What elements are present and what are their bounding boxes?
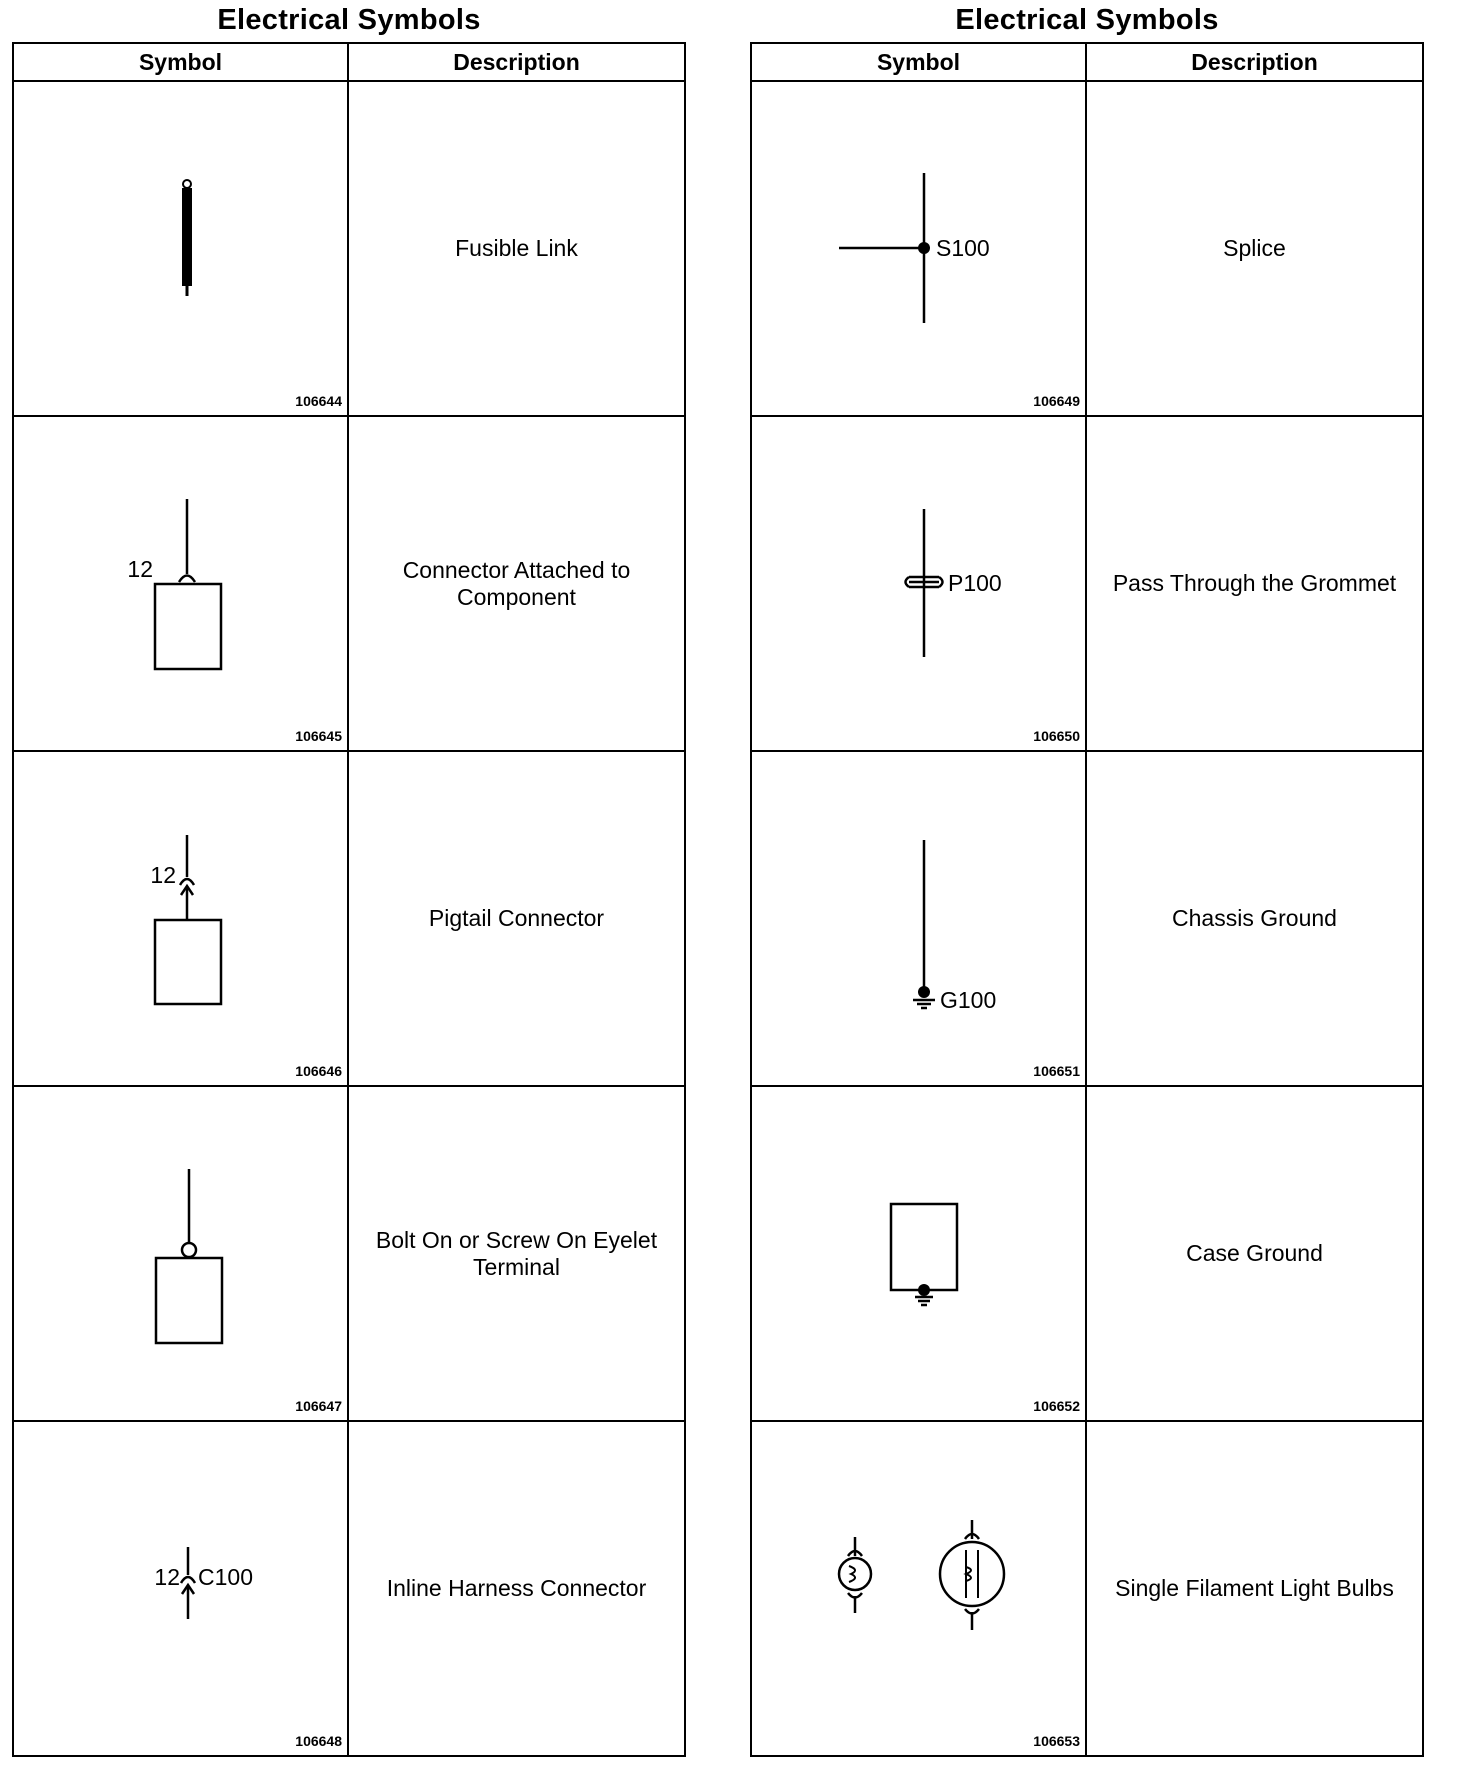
right-title: Electrical Symbols: [955, 4, 1219, 36]
right-panel: [750, 0, 1424, 1757]
table-row: [751, 1086, 1423, 1421]
description-cell: Connector Attached to Component: [348, 416, 685, 751]
symbol-cell: [13, 1086, 348, 1421]
connector-attached-icon: [14, 417, 349, 750]
description-cell: Splice: [1086, 81, 1423, 416]
symbol-cell: [751, 751, 1086, 1086]
figure-id: 106648: [295, 1733, 342, 1749]
pin-number-label: 12: [127, 556, 153, 582]
symbol-cell: [13, 416, 348, 751]
right-symbols-table: [750, 42, 1424, 1757]
figure-id: 106649: [1033, 393, 1080, 409]
left-description-header: Description: [348, 43, 685, 81]
symbol-cell: [751, 1421, 1086, 1756]
grommet-icon: [752, 417, 1087, 750]
pigtail-connector-icon: [14, 752, 349, 1085]
symbol-cell: [13, 1421, 348, 1756]
figure-id: 106653: [1033, 1733, 1080, 1749]
left-symbols-table: [12, 42, 686, 1757]
splice-icon: [752, 82, 1087, 415]
grommet-label: P100: [948, 570, 1002, 596]
left-header-row: [13, 43, 685, 81]
description-cell: Pass Through the Grommet: [1086, 416, 1423, 751]
figure-id: 106650: [1033, 728, 1080, 744]
figure-id: 106647: [295, 1398, 342, 1414]
figure-id: 106645: [295, 728, 342, 744]
right-symbol-header: Symbol: [751, 43, 1086, 81]
figure-id: 106651: [1033, 1063, 1080, 1079]
table-row: [13, 416, 685, 751]
fusible-link-icon: [14, 82, 349, 415]
eyelet-terminal-icon: [14, 1087, 349, 1420]
table-row: [751, 81, 1423, 416]
symbol-cell: [751, 1086, 1086, 1421]
splice-label: S100: [936, 235, 990, 261]
left-panel: [12, 0, 686, 1757]
pin-number-label: 12: [150, 862, 176, 888]
description-cell: Fusible Link: [348, 81, 685, 416]
description-cell: Chassis Ground: [1086, 751, 1423, 1086]
case-ground-icon: [752, 1087, 1087, 1420]
figure-id: 106652: [1033, 1398, 1080, 1414]
left-title: Electrical Symbols: [217, 4, 481, 36]
description-cell: Pigtail Connector: [348, 751, 685, 1086]
inline-connector-icon: [14, 1422, 349, 1755]
figure-id: 106644: [295, 393, 342, 409]
pin-number-label: 12: [154, 1564, 180, 1590]
description-cell: Inline Harness Connector: [348, 1421, 685, 1756]
table-row: [13, 1421, 685, 1756]
chassis-ground-icon: [752, 752, 1087, 1085]
symbol-cell: [751, 81, 1086, 416]
table-row: [751, 751, 1423, 1086]
right-header-row: [751, 43, 1423, 81]
symbol-cell: [751, 416, 1086, 751]
right-description-header: Description: [1086, 43, 1423, 81]
table-row: [13, 751, 685, 1086]
description-cell: Bolt On or Screw On Eyelet Terminal: [348, 1086, 685, 1421]
connector-id-label: C100: [198, 1564, 253, 1590]
symbol-cell: [13, 751, 348, 1086]
ground-label: G100: [940, 987, 997, 1013]
table-row: [13, 81, 685, 416]
table-row: [13, 1086, 685, 1421]
description-cell: Case Ground: [1086, 1086, 1423, 1421]
left-symbol-header: Symbol: [13, 43, 348, 81]
light-bulb-icon: [752, 1422, 1087, 1755]
figure-id: 106646: [295, 1063, 342, 1079]
table-row: [751, 1421, 1423, 1756]
table-row: [751, 416, 1423, 751]
description-cell: Single Filament Light Bulbs: [1086, 1421, 1423, 1756]
symbol-cell: [13, 81, 348, 416]
